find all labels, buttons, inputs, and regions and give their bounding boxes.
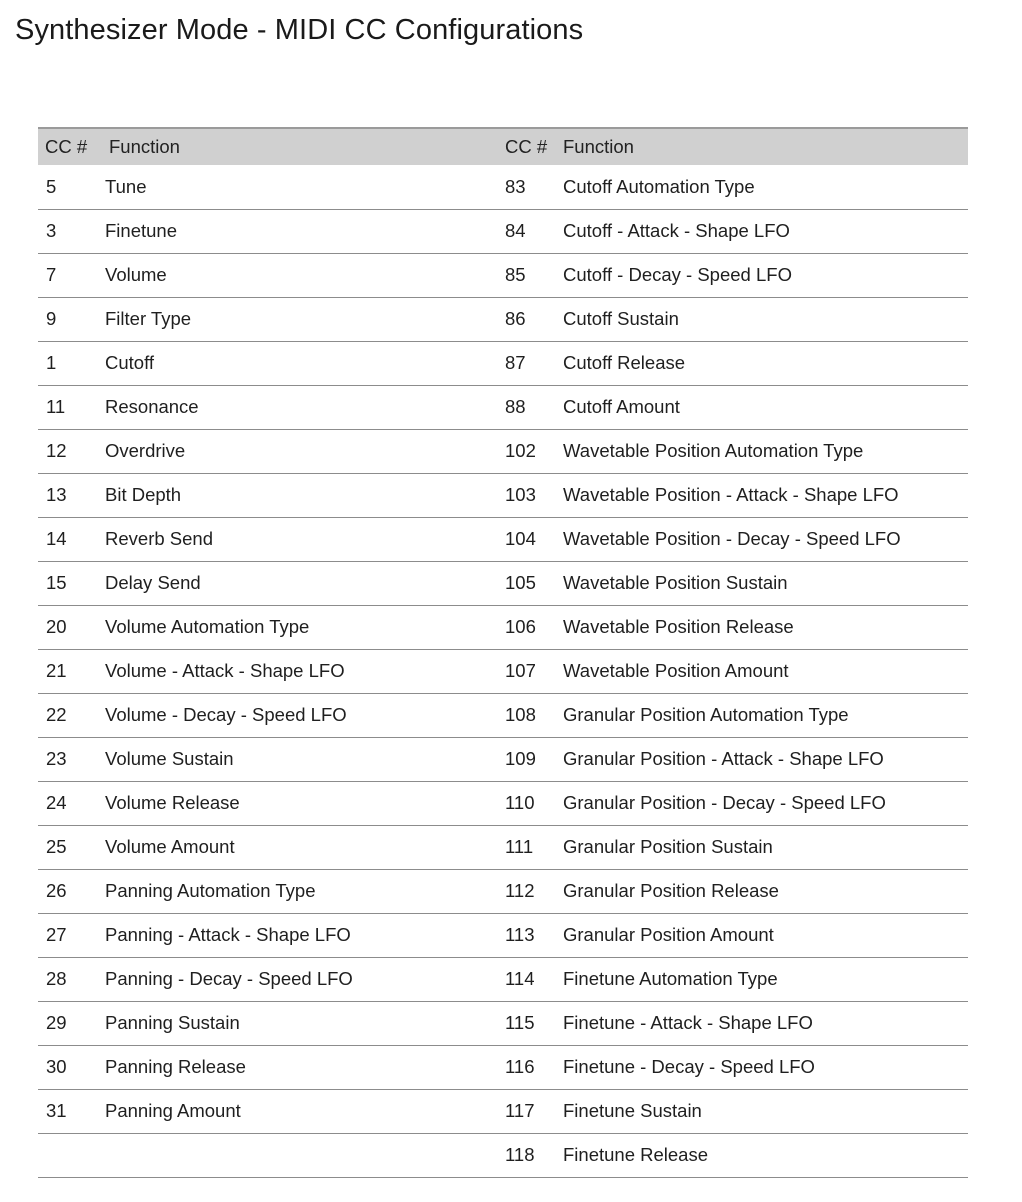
cc-number-left: 5	[38, 165, 97, 209]
table-row	[38, 385, 968, 429]
function-name-right: Granular Position Amount	[556, 913, 968, 957]
function-name-right: Granular Position - Decay - Speed LFO	[556, 781, 968, 825]
cc-number-right: 102	[497, 429, 556, 473]
function-name-right: Granular Position Sustain	[556, 825, 968, 869]
function-name-left: Volume - Attack - Shape LFO	[97, 649, 497, 693]
table-row	[38, 517, 968, 561]
cc-number-right: 114	[497, 957, 556, 1001]
cc-number-right: 85	[497, 253, 556, 297]
function-name-left: Cutoff	[97, 341, 497, 385]
table-row	[38, 693, 968, 737]
cc-number-right: 106	[497, 605, 556, 649]
function-name-left: Volume Amount	[97, 825, 497, 869]
table-row	[38, 825, 968, 869]
cc-number-right: 112	[497, 869, 556, 913]
function-name-right: Wavetable Position Amount	[556, 649, 968, 693]
cc-number-left: 21	[38, 649, 97, 693]
table-header-row	[38, 128, 968, 165]
cc-number-left: 24	[38, 781, 97, 825]
function-name-left: Panning Amount	[97, 1089, 497, 1133]
cc-number-left: 7	[38, 253, 97, 297]
cc-number-header-right: CC #	[497, 128, 556, 165]
function-name-right: Wavetable Position - Decay - Speed LFO	[556, 517, 968, 561]
table-row	[38, 165, 968, 209]
function-name-left: Finetune	[97, 209, 497, 253]
function-name-left: Overdrive	[97, 429, 497, 473]
function-name-left: Bit Depth	[97, 473, 497, 517]
table-row	[38, 209, 968, 253]
cc-number-right: 87	[497, 341, 556, 385]
function-name-left: Resonance	[97, 385, 497, 429]
function-name-left: Panning Automation Type	[97, 869, 497, 913]
table-row	[38, 605, 968, 649]
table-row	[38, 297, 968, 341]
function-name-right: Finetune Automation Type	[556, 957, 968, 1001]
table-row	[38, 341, 968, 385]
function-name-left	[97, 1133, 497, 1177]
table-header	[38, 128, 968, 165]
cc-number-left: 20	[38, 605, 97, 649]
function-name-left: Volume Automation Type	[97, 605, 497, 649]
function-name-right: Cutoff Release	[556, 341, 968, 385]
table-row	[38, 473, 968, 517]
cc-number-right: 113	[497, 913, 556, 957]
cc-number-left: 29	[38, 1001, 97, 1045]
function-header-right: Function	[556, 128, 968, 165]
cc-number-left: 23	[38, 737, 97, 781]
cc-number-left	[38, 1133, 97, 1177]
function-name-right: Cutoff - Attack - Shape LFO	[556, 209, 968, 253]
cc-number-right: 115	[497, 1001, 556, 1045]
cc-number-left: 30	[38, 1045, 97, 1089]
cc-number-right: 110	[497, 781, 556, 825]
cc-number-right: 118	[497, 1133, 556, 1177]
cc-number-right: 111	[497, 825, 556, 869]
function-name-right: Finetune Sustain	[556, 1089, 968, 1133]
cc-number-left: 31	[38, 1089, 97, 1133]
function-name-right: Cutoff Amount	[556, 385, 968, 429]
cc-number-right: 107	[497, 649, 556, 693]
cc-number-right: 83	[497, 165, 556, 209]
function-name-left: Reverb Send	[97, 517, 497, 561]
function-name-right: Granular Position Automation Type	[556, 693, 968, 737]
table-row	[38, 1089, 968, 1133]
table-row	[38, 253, 968, 297]
table-row	[38, 1133, 968, 1177]
table-row	[38, 429, 968, 473]
function-name-right: Granular Position - Attack - Shape LFO	[556, 737, 968, 781]
table-row	[38, 957, 968, 1001]
function-name-left: Panning - Attack - Shape LFO	[97, 913, 497, 957]
function-name-right: Wavetable Position Automation Type	[556, 429, 968, 473]
table-body	[38, 165, 968, 1177]
cc-number-left: 11	[38, 385, 97, 429]
table-row	[38, 737, 968, 781]
cc-number-right: 103	[497, 473, 556, 517]
cc-number-left: 1	[38, 341, 97, 385]
table-row	[38, 1045, 968, 1089]
cc-number-header-left: CC #	[38, 128, 97, 165]
table-row	[38, 1001, 968, 1045]
function-name-right: Cutoff Sustain	[556, 297, 968, 341]
midi-cc-table	[38, 127, 968, 1178]
cc-number-left: 28	[38, 957, 97, 1001]
function-name-right: Cutoff - Decay - Speed LFO	[556, 253, 968, 297]
cc-number-right: 109	[497, 737, 556, 781]
function-name-left: Volume Sustain	[97, 737, 497, 781]
function-name-left: Volume Release	[97, 781, 497, 825]
function-name-right: Wavetable Position Release	[556, 605, 968, 649]
cc-number-right: 88	[497, 385, 556, 429]
cc-number-left: 22	[38, 693, 97, 737]
cc-number-left: 13	[38, 473, 97, 517]
cc-number-left: 3	[38, 209, 97, 253]
function-name-right: Finetune Release	[556, 1133, 968, 1177]
function-name-left: Delay Send	[97, 561, 497, 605]
cc-number-left: 9	[38, 297, 97, 341]
cc-number-right: 84	[497, 209, 556, 253]
function-name-left: Filter Type	[97, 297, 497, 341]
function-name-left: Volume	[97, 253, 497, 297]
table-row	[38, 649, 968, 693]
function-name-right: Wavetable Position - Attack - Shape LFO	[556, 473, 968, 517]
function-header-left: Function	[97, 128, 497, 165]
cc-number-left: 14	[38, 517, 97, 561]
table-row	[38, 561, 968, 605]
cc-number-left: 25	[38, 825, 97, 869]
function-name-left: Panning - Decay - Speed LFO	[97, 957, 497, 1001]
function-name-left: Panning Sustain	[97, 1001, 497, 1045]
cc-number-right: 108	[497, 693, 556, 737]
cc-number-left: 26	[38, 869, 97, 913]
function-name-left: Tune	[97, 165, 497, 209]
page-title: Synthesizer Mode - MIDI CC Configurations	[15, 14, 584, 46]
cc-number-right: 117	[497, 1089, 556, 1133]
cc-number-left: 27	[38, 913, 97, 957]
cc-number-right: 86	[497, 297, 556, 341]
cc-number-left: 12	[38, 429, 97, 473]
table-row	[38, 869, 968, 913]
cc-number-right: 105	[497, 561, 556, 605]
function-name-right: Cutoff Automation Type	[556, 165, 968, 209]
cc-number-left: 15	[38, 561, 97, 605]
function-name-left: Volume - Decay - Speed LFO	[97, 693, 497, 737]
table-row	[38, 913, 968, 957]
function-name-right: Wavetable Position Sustain	[556, 561, 968, 605]
function-name-left: Panning Release	[97, 1045, 497, 1089]
function-name-right: Finetune - Decay - Speed LFO	[556, 1045, 968, 1089]
cc-number-right: 116	[497, 1045, 556, 1089]
table-row	[38, 781, 968, 825]
function-name-right: Granular Position Release	[556, 869, 968, 913]
function-name-right: Finetune - Attack - Shape LFO	[556, 1001, 968, 1045]
cc-number-right: 104	[497, 517, 556, 561]
